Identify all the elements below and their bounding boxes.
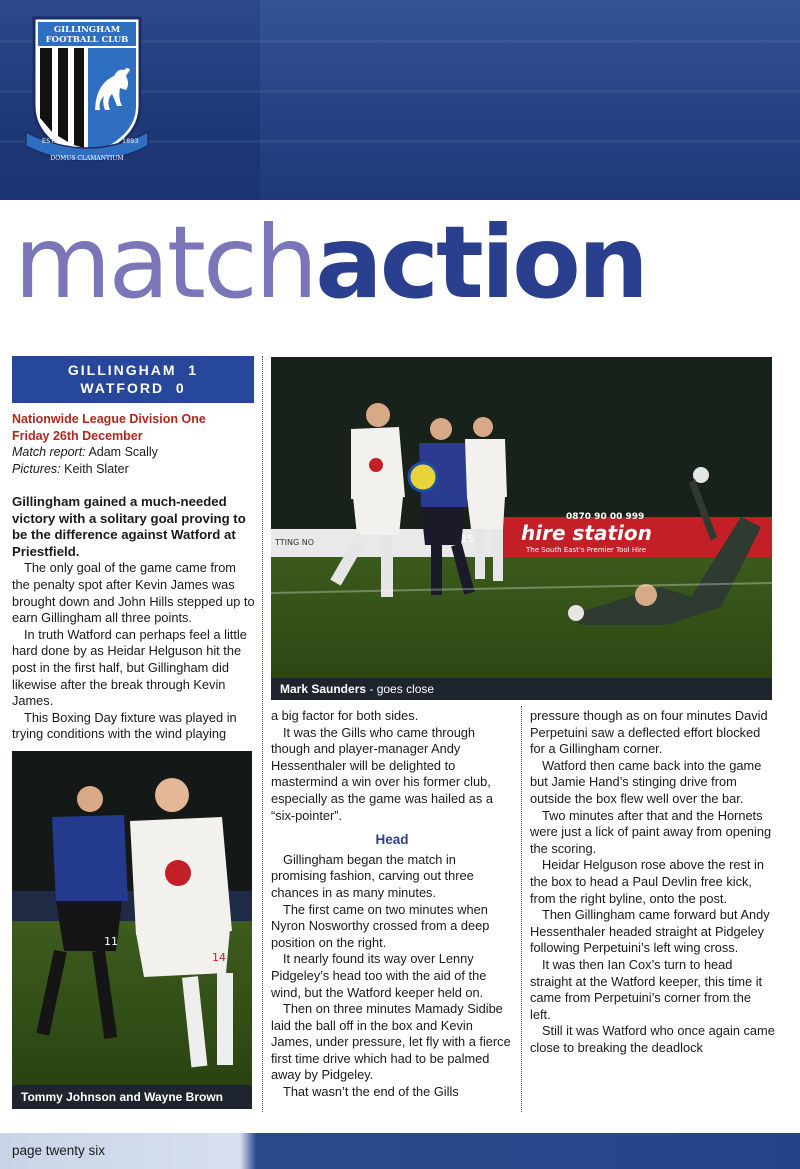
article-paragraph: The only goal of the game came from the penalty spot after Kevin James was brought down and John Hills stepped up to earn Gillingham all three points. [12, 560, 255, 626]
article-paragraph: Heidar Helguson rose above the rest in the box to head a Paul Devlin free kick, from the right byline, onto the post. [530, 857, 764, 906]
board-text: hire station [521, 521, 652, 545]
header-band-highlight [260, 0, 800, 200]
football-icon [409, 463, 437, 491]
article-paragraph: It nearly found its way over Lenny Pidgeley’s head too with the aid of the wind, but the Watford keeper held on. [271, 951, 487, 1000]
article-paragraph: In truth Watford can perhaps feel a little hard done by as Heidar Helguson hit the post in the first half, but Gillingham did likewise after the break through Kevin James. [12, 626, 247, 709]
pictures-label: Pictures: [12, 461, 61, 476]
article-paragraph: Gillingham began the match in promising fashion, carving out three chances in as many minutes. [271, 851, 474, 900]
report-author: Adam Scally [88, 445, 158, 459]
article-paragraph: a big factor for both sides. [271, 708, 419, 723]
match-meta [12, 411, 257, 477]
article-lead: Gillingham gained a much-needed victory with a solitary goal proving to be the difference against Watford at Priestfield. [12, 494, 246, 559]
shirt-number: 15 [461, 534, 474, 545]
article-paragraph: Watford then came back into the game but Jamie Hand’s stinging drive from outside the box flew well over the bar. [530, 757, 762, 806]
main-match-photo [271, 357, 772, 700]
report-label: Match report: [12, 445, 86, 459]
score-away: WATFORD 0 [80, 380, 186, 396]
footer-bar [0, 1133, 800, 1169]
club-crest-logo [22, 14, 152, 174]
footer-band [0, 1133, 800, 1169]
article-paragraph: Still it was Watford who once again came close to breaking the deadlock [530, 1023, 775, 1055]
article-paragraph: The first came on two minutes when Nyron Nosworthy crossed from a deep position on the right. [271, 901, 490, 950]
page-number: page twenty six [12, 1143, 106, 1158]
article-paragraph: Then Gillingham came forward but Andy Hessenthaler headed straight at Pidgeley following Perpetuini’s left wing cross. [530, 907, 770, 956]
score-home: GILLINGHAM 1 [67, 362, 199, 378]
article-column-1 [12, 494, 256, 743]
column-divider [521, 706, 522, 1112]
board-subtext: The South East's Premier Tool Hire [526, 546, 647, 554]
caption-name: Mark Saunders [280, 682, 367, 696]
article-paragraph: It was then Ian Cox’s turn to head straight at the Watford keeper, this time it came from Perpetuini’s corner from the left. [530, 956, 763, 1022]
photo-caption: Tommy Johnson and Wayne Brown [12, 1085, 252, 1109]
article-paragraph: It was the Gills who came through though and player-manager Andy Hessenthaler will be delighted to mastermind a win over his former club, especially as the game was hailed as a “six-pointer”. [271, 724, 493, 823]
article-paragraph: pressure though as on four minutes David Perpetuini saw a deflected effort blocked for a Gillingham corner. [530, 708, 768, 757]
crest-motto: DOMUS CLAMANTIUM [50, 155, 124, 162]
section-heading: Head [375, 832, 409, 848]
title-part-action: action [315, 204, 646, 321]
article-paragraph: This Boxing Day fixture was played in trying conditions with the wind playing [12, 709, 237, 742]
crest-year: 1893 [122, 137, 139, 145]
article-column-3 [530, 708, 775, 1056]
crest-club-name: GILLINGHAM [53, 25, 121, 35]
article-paragraph: Then on three minutes Mamady Sidibe laid the ball off in the box and Kevin James, under pressure, let fly with a fierce first time drive which had to be palmed away by Pidgeley. [271, 1001, 511, 1083]
svg-text:FOOTBALL CLUB: FOOTBALL CLUB [45, 35, 129, 45]
secondary-match-photo [12, 751, 252, 1109]
competition-name: Nationwide League Division One [12, 412, 206, 426]
shirt-number: 11 [104, 935, 118, 948]
board-left-text: TTING NO [275, 538, 314, 547]
caption-desc: - goes close [366, 682, 435, 696]
article-paragraph: That wasn’t the end of the Gills [283, 1084, 459, 1100]
board-phone: 0870 90 00 999 [566, 512, 645, 522]
photo-illustration [12, 751, 252, 1109]
photo-illustration [271, 357, 772, 700]
column-divider [262, 356, 263, 1112]
article-column-2 [271, 708, 513, 1101]
crest-est: EST. [42, 137, 56, 145]
photo-caption [271, 678, 772, 700]
page-title [14, 204, 646, 321]
pictures-author: Keith Slater [64, 461, 129, 476]
title-part-match: match [14, 204, 316, 321]
match-date: Friday 26th December [12, 428, 143, 443]
score-box [12, 356, 254, 403]
shirt-number: 14 [212, 951, 226, 964]
article-paragraph: Two minutes after that and the Hornets were just a lick of paint away from opening the scoring. [530, 807, 772, 856]
